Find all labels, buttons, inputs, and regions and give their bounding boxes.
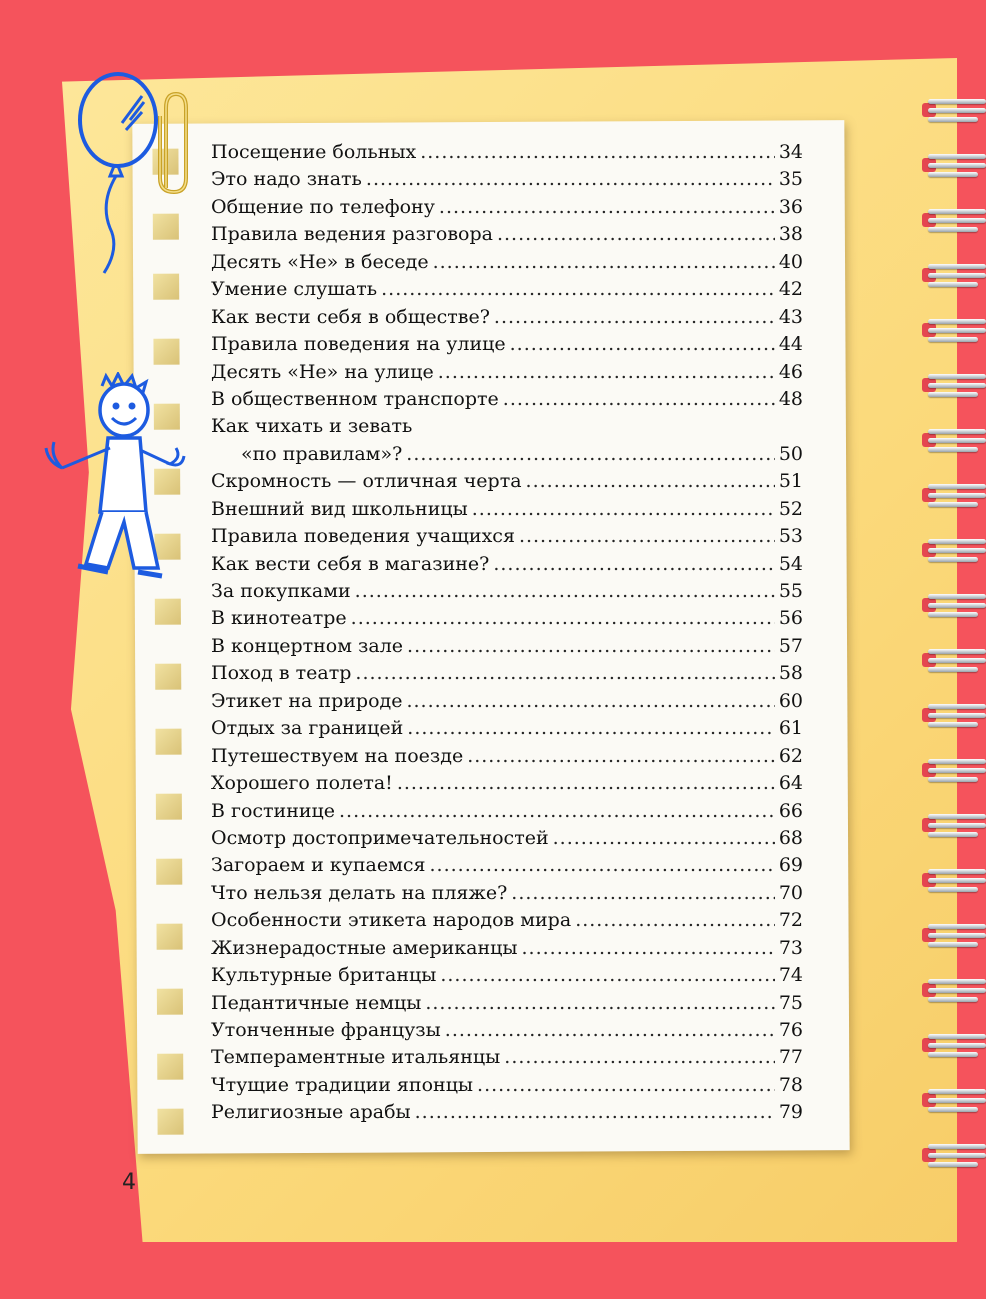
toc-entry-title: Посещение больных — [211, 141, 417, 163]
toc-entry-page: 70 — [778, 881, 803, 904]
toc-entry-page: 50 — [778, 442, 803, 465]
toc-entry-title: Жизнерадостные американцы — [211, 936, 518, 959]
toc-leader-dots — [433, 251, 775, 273]
toc-entry-page: 35 — [778, 168, 803, 191]
paper-tab — [155, 664, 181, 690]
toc-leader-dots — [438, 361, 775, 383]
toc-entry-title: Этикет на природе — [211, 689, 403, 712]
toc-entry-title: За покупками — [211, 580, 351, 602]
toc-entry — [211, 992, 803, 1019]
toc-entry-page: 58 — [778, 662, 803, 685]
toc-entry — [211, 964, 803, 991]
toc-entry — [211, 635, 803, 662]
toc-entry-page: 55 — [778, 580, 803, 602]
toc-entry — [211, 1046, 803, 1073]
toc-entry-title: Это надо знать — [211, 168, 362, 191]
toc-entry-page: 77 — [778, 1046, 803, 1069]
toc-entry-title: Хорошего полета! — [211, 772, 393, 795]
paper-tab — [157, 989, 183, 1015]
toc-entry-title: Религиозные арабы — [211, 1101, 411, 1124]
spiral-ring — [916, 1140, 986, 1170]
spiral-ring — [916, 865, 986, 895]
paper-tab — [153, 339, 179, 365]
spiral-ring — [916, 95, 986, 125]
toc-entry-page: 54 — [778, 552, 803, 575]
toc-entry-title: Культурные британцы — [211, 964, 437, 987]
toc-entry — [211, 937, 803, 964]
toc-leader-dots — [407, 717, 775, 739]
spiral-ring — [916, 1030, 986, 1060]
toc-entry-title: Как вести себя в магазине? — [211, 552, 490, 575]
toc-leader-dots — [494, 306, 775, 328]
paper-tab — [155, 729, 181, 755]
toc-entry-page: 62 — [778, 744, 803, 767]
toc-leader-dots — [355, 580, 775, 602]
toc-entry-title: Осмотр достопримечательностей — [211, 826, 549, 849]
toc-entry — [211, 662, 803, 689]
toc-entry-title: Десять «Не» на улице — [211, 360, 434, 383]
toc-entry-title: Загораем и купаемся — [211, 854, 426, 877]
toc-entry-page: 73 — [778, 936, 803, 959]
toc-leader-dots — [397, 772, 775, 794]
toc-entry-page: 46 — [778, 360, 803, 383]
toc-entry-title: Педантичные немцы — [211, 991, 422, 1014]
toc-entry-page: 76 — [778, 1019, 803, 1041]
toc-entry-title: Чтущие традиции японцы — [211, 1073, 474, 1096]
toc-entry-page: 52 — [778, 497, 803, 520]
spiral-ring — [916, 755, 986, 785]
spiral-ring — [916, 810, 986, 840]
toc-entry — [211, 772, 803, 799]
spiral-ring — [916, 425, 986, 455]
toc-entry — [211, 800, 803, 827]
toc-entry-title: Путешествуем на поезде — [211, 744, 464, 767]
toc-entry-page: 69 — [778, 854, 803, 877]
balloon-doodle-icon — [70, 68, 165, 278]
spiral-ring — [916, 1085, 986, 1115]
toc-entry-title: Внешний вид школьницы — [211, 497, 468, 520]
toc-entry-page: 68 — [778, 826, 803, 849]
page-number: 4 — [122, 1170, 136, 1195]
toc-entry-title: Особенности этикета народов мира — [211, 909, 572, 932]
spiral-ring — [916, 700, 986, 730]
spiral-ring — [916, 590, 986, 620]
toc-leader-dots — [522, 937, 775, 959]
toc-entry-page: 38 — [778, 223, 803, 246]
toc-entry — [211, 690, 803, 717]
spiral-ring — [916, 205, 986, 235]
toc-leader-dots — [351, 607, 775, 629]
toc-entry — [211, 1074, 803, 1101]
toc-entry — [211, 745, 803, 772]
toc-leader-dots — [425, 992, 774, 1014]
toc-entry-title: В кинотеатре — [211, 607, 347, 630]
toc-entry-title: В концертном зале — [211, 634, 404, 657]
toc-entry-continuation — [211, 443, 803, 470]
toc-entry-title: Скромность — отличная черта — [211, 470, 522, 493]
toc-entry-page: 56 — [778, 607, 803, 630]
toc-entry-page: 78 — [778, 1073, 803, 1096]
toc-entry — [211, 415, 803, 442]
toc-leader-dots — [504, 1046, 775, 1068]
toc-entry — [211, 525, 803, 552]
toc-entry-title: Поход в театр — [211, 662, 352, 685]
toc-entry — [211, 278, 803, 305]
toc-entry — [211, 717, 803, 744]
toc-entry — [211, 306, 803, 333]
toc-entry-page: 40 — [778, 250, 803, 273]
toc-leader-dots — [526, 470, 775, 492]
toc-entry — [211, 827, 803, 854]
toc-entry — [211, 361, 803, 388]
toc-leader-dots — [503, 388, 775, 410]
toc-entry-title: Темпераментные итальянцы — [211, 1046, 501, 1069]
toc-entry — [211, 470, 803, 497]
toc-entry-title: Десять «Не» в беседе — [211, 250, 429, 273]
toc-leader-dots — [355, 662, 774, 684]
toc-entry-title: Что нельзя делать на пляже? — [211, 881, 508, 904]
toc-entry — [211, 498, 803, 525]
spiral-ring — [916, 645, 986, 675]
toc-entry-page: 66 — [778, 799, 803, 822]
toc-leader-dots — [510, 333, 775, 355]
toc-leader-dots — [406, 690, 774, 712]
toc-entry — [211, 196, 803, 223]
toc-entry-page: 57 — [778, 634, 803, 657]
toc-entry — [211, 882, 803, 909]
spiral-binding — [916, 95, 986, 1205]
toc-entry — [211, 251, 803, 278]
toc-entry-page: 48 — [778, 387, 803, 410]
toc-entry-page: 60 — [778, 689, 803, 712]
toc-entry-title: Как вести себя в обществе? — [211, 305, 490, 328]
toc-entry — [211, 909, 803, 936]
toc-leader-dots — [493, 553, 774, 575]
toc-leader-dots — [519, 525, 775, 547]
toc-entry — [211, 854, 803, 881]
toc-leader-dots — [406, 443, 775, 465]
toc-entry-page: 51 — [778, 470, 803, 493]
paper-tab — [155, 599, 181, 625]
toc-entry — [211, 141, 803, 168]
paper-tab — [157, 1054, 183, 1080]
paper-tab — [156, 794, 182, 820]
toc-entry-page: 36 — [778, 195, 803, 218]
table-of-contents — [211, 141, 803, 1129]
toc-leader-dots — [339, 800, 775, 822]
toc-entry — [211, 580, 803, 607]
stick-kid-doodle-icon — [42, 372, 192, 587]
toc-entry — [211, 388, 803, 415]
toc-leader-dots — [439, 196, 775, 218]
toc-entry — [211, 607, 803, 634]
toc-entry-page: 34 — [778, 141, 803, 163]
toc-entry-page: 72 — [778, 909, 803, 932]
toc-entry-title-cont: «по правилам»? — [241, 442, 403, 465]
toc-leader-dots — [511, 882, 775, 904]
toc-leader-dots — [467, 745, 775, 767]
toc-leader-dots — [430, 854, 775, 876]
toc-entry-title: Умение слушать — [211, 278, 378, 301]
toc-leader-dots — [420, 141, 775, 163]
spiral-ring — [916, 150, 986, 180]
toc-entry — [211, 553, 803, 580]
toc-leader-dots — [366, 168, 775, 190]
spiral-ring — [916, 975, 986, 1005]
toc-leader-dots — [575, 909, 775, 931]
toc-entry-page: 44 — [778, 333, 803, 356]
toc-entry-page: 43 — [778, 305, 803, 328]
toc-entry-title: Правила поведения учащихся — [211, 525, 515, 548]
toc-leader-dots — [477, 1074, 775, 1096]
spiral-ring — [916, 370, 986, 400]
toc-entry-title: Правила ведения разговора — [211, 223, 493, 246]
toc-entry-title: Утонченные французы — [211, 1019, 441, 1041]
toc-leader-dots — [445, 1019, 775, 1041]
paper-tab — [156, 859, 182, 885]
toc-entry-title: Как чихать и зевать — [211, 415, 413, 438]
toc-entry-page: 64 — [778, 772, 803, 795]
toc-entry-title: В общественном транспорте — [211, 387, 499, 410]
spiral-ring — [916, 260, 986, 290]
toc-entry-page: 42 — [778, 278, 803, 301]
toc-leader-dots — [553, 827, 775, 849]
toc-leader-dots — [472, 498, 775, 520]
paper-tab — [156, 924, 182, 950]
toc-leader-dots — [407, 635, 775, 657]
toc-entry — [211, 333, 803, 360]
toc-entry — [211, 168, 803, 195]
toc-entry-title: Отдых за границей — [211, 717, 404, 740]
toc-entry-page: 75 — [778, 991, 803, 1014]
spiral-ring — [916, 535, 986, 565]
toc-entry-page: 74 — [778, 964, 803, 987]
spiral-ring — [916, 315, 986, 345]
spiral-ring — [916, 480, 986, 510]
toc-entry-page: 53 — [778, 525, 803, 548]
toc-leader-dots — [440, 964, 774, 986]
toc-leader-dots — [415, 1101, 775, 1123]
toc-entry-title: В гостинице — [211, 799, 336, 822]
spiral-ring — [916, 920, 986, 950]
toc-leader-dots — [381, 278, 775, 300]
toc-entry — [211, 1019, 803, 1046]
toc-leader-dots — [497, 223, 775, 245]
toc-entry-title: Правила поведения на улице — [211, 333, 506, 356]
toc-entry-page: 79 — [778, 1101, 803, 1124]
toc-entry — [211, 1101, 803, 1128]
toc-entry — [211, 223, 803, 250]
paper-tab — [157, 1109, 183, 1135]
toc-entry-page: 61 — [778, 717, 803, 740]
toc-entry-title: Общение по телефону — [211, 195, 435, 218]
